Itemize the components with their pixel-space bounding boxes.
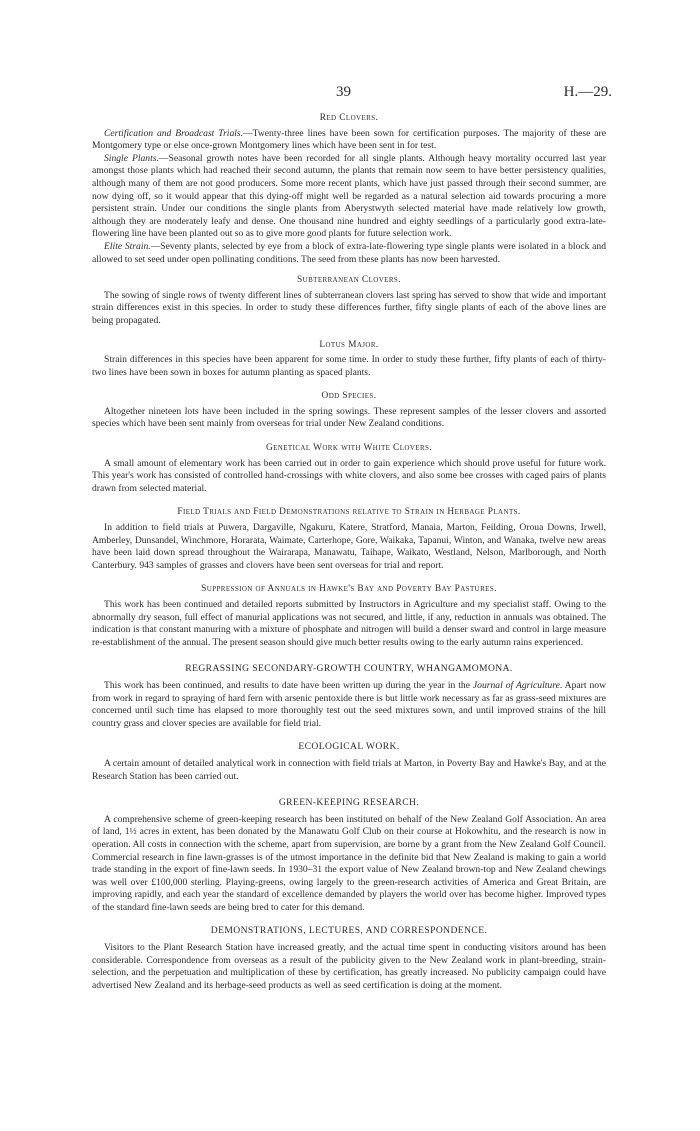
page-number: 39 [336, 84, 351, 100]
paragraph-subterranean: The sowing of single rows of twenty different lines of subterranean clovers last spring has served to show that wide and important strain differences exist in this species. In order to study these differences further, fifty single plants of each of the above lines are being propagated. [92, 289, 606, 326]
section-heading-lotus: Lotus Major. [319, 339, 379, 350]
section-heading-odd-species: Odd Species. [321, 391, 377, 402]
paragraph-ecological: A certain amount of detailed analytical work in connection with field trials at Marton, in Poverty Bay and Hawke's Bay, and at the Research Station has been carried out. [92, 757, 606, 782]
section-heading-ecological: ECOLOGICAL WORK. [298, 741, 400, 753]
section-heading-green-keeping: GREEN-KEEPING RESEARCH. [278, 797, 420, 809]
paragraph-genetical: A small amount of elementary work has been carried out in order to gain experience which should prove useful for future work. This year's work has consisted of controlled hand-crossings with white clovers, and also some bee crosses with caged pairs of plants drawn from selected material. [92, 457, 606, 494]
paragraph-text: —Twenty-three lines have been sown for certification purposes. The majority of these are Montgomery type or else once-grown Montgomery lines which have been sent in for test. [92, 127, 607, 152]
paragraph-text: This work has been continued, and results to date have been written up during the year in the [104, 679, 473, 691]
paragraph-lotus: Strain differences in this species have been apparent for some time. In order to study these further, fifty plants of each of thirty-two lines have been sown in boxes for autumn planting as spaced plants. [92, 354, 606, 378]
run-in-heading: Elite Strain. [104, 240, 151, 252]
paragraph-single-plants [92, 153, 606, 241]
section-heading-demonstrations: DEMONSTRATIONS, LECTURES, AND CORRESPONDENCE. [210, 925, 488, 937]
section-heading-red-clovers: Red Clovers. [319, 113, 379, 123]
paragraph-text: . Apart now from work in regard to spraying of hard fern with arsenic pentoxide there is but little work necessary as far as grass-seed mixtures are concerned until such time has elapsed to more thoroughly test out the seed mixtures sown, and until improved strains of the hill country grass and clover species are available for field trial. [92, 679, 606, 729]
paragraph-green-keeping: A comprehensive scheme of green-keeping research has been instituted on behalf of the New Zealand Golf Association. An area of land, 1½ acres in extent, has been donated by the Manawatu Golf Club on their course at Hokowhitu, and the research is now in operation. All costs in connection with the scheme, apart from supervision, are borne by a grant from the New Zealand Golf Council. Commercial research in fine lawn-grasses is of the utmost importance in the definite bid that New Zealand is making to gain a world trade standing in the export of fine-lawn seeds. In 1930–31 the export value of New Zealand brown-top and New Zealand chewings was well over £100,000 sterling. Playing-greens, owing largely to the green-research activities of America and Great Britain, are improving rapidly, and each year the standard of excellence demanded by players the world over has become higher. Improved types of the standard fine-lawn seeds are being bred to cater for this demand. [92, 813, 606, 913]
journal-title: Journal of Agriculture [472, 679, 560, 691]
section-heading-subterranean: Subterranean Clovers. [297, 275, 401, 286]
section-heading-regrassing: REGRASSING SECONDARY-GROWTH COUNTRY, WHANGAMOMONA. [185, 663, 513, 675]
run-in-heading: Single Plants. [104, 152, 159, 164]
section-heading-field-trials: Field Trials and Field Demonstrations relative to Strain in Herbage Plants. [177, 507, 521, 518]
page-reference: H.—29. [563, 84, 612, 100]
paragraph-regrassing [92, 680, 606, 730]
paragraph-demonstrations: Visitors to the Plant Research Station have increased greatly, and the actual time spent in conducting visitors around has been considerable. Correspondence from overseas as a result of the publicity given to the New Zealand work in plant-breeding, strain-selection, and the perpetuation and multiplication of these by certification, has greatly increased. No publicity campaign could have advertised New Zealand and its herbage-seed products as well as seed certification is doing at the moment. [92, 942, 606, 991]
paragraph-suppression: This work has been continued and detailed reports submitted by Instructors in Agriculture and my specialist staff. Owing to the abnormally dry season, full effect of manurial applications was not secured, and little, if any, reduction in annuals was obtained. The indication is that constant manuring with a mixture of phosphate and nitrogen will build a denser sward and control in large measure re-establishment of the annual. The present season should give much better results owing to the early autumn rains experienced. [92, 599, 606, 648]
run-in-heading: Certification and Broadcast Trials. [104, 127, 244, 139]
section-heading-genetical: Genetical Work with White Clovers. [265, 443, 433, 454]
paragraph-text: —Seventy plants, selected by eye from a block of extra-late-flowering type single plants were isolated in a block and allowed to set seed under open pollinating conditions. The seed from these plants has now been harvested. [92, 240, 606, 265]
paragraph-odd-species: Altogether nineteen lots have been included in the spring sowings. These represent samples of the lesser clovers and assorted species which have been sent mainly from overseas for trial under New Zealand conditions. [92, 405, 606, 430]
page-header [0, 84, 700, 106]
page-body [92, 112, 606, 992]
paragraph-certification [92, 128, 606, 153]
paragraph-text: —Seasonal growth notes have been recorded for all single plants. Although heavy mortality occurred last year amongst those plants which had reached their second autumn, the plants that remain now seem to have better persistency qualities, although many of them are not good producers. Some more recent plants, which have just passed through their second summer, are now dying off, so it would appear that this dying-off might well be regarded as a natural selection aid towards procuring a more persistent strain. Under our conditions the single plants from Aberystwyth selected material have made relatively low growth, although they are moderately leafy and dense. One thousand nine hundred and eighty seedlings of a particularly good extra-late-flowering line have been planted out so as to give more good plants for future selection work. [92, 152, 607, 240]
paragraph-elite-strain [92, 241, 606, 266]
paragraph-field-trials: In addition to field trials at Puwera, Dargaville, Ngakuru, Katere, Stratford, Manaia, Marton, Feilding, Oroua Downs, Irwell, Amberley, Dunsandel, Winchmore, Horarata, Waimate, Carterhope, Gore, Waikaka, Tapanui, Winton, and Wanaka, twelve new areas have been laid down spread throughout the Wairarapa, Manawatu, Taihape, Waikato, Westland, Nelson, Marlborough, and North Canterbury. 943 samples of grasses and clovers have been sent overseas for trial and report. [92, 522, 606, 571]
section-heading-suppression: Suppression of Annuals in Hawke's Bay and Poverty Bay Pastures. [201, 584, 497, 595]
